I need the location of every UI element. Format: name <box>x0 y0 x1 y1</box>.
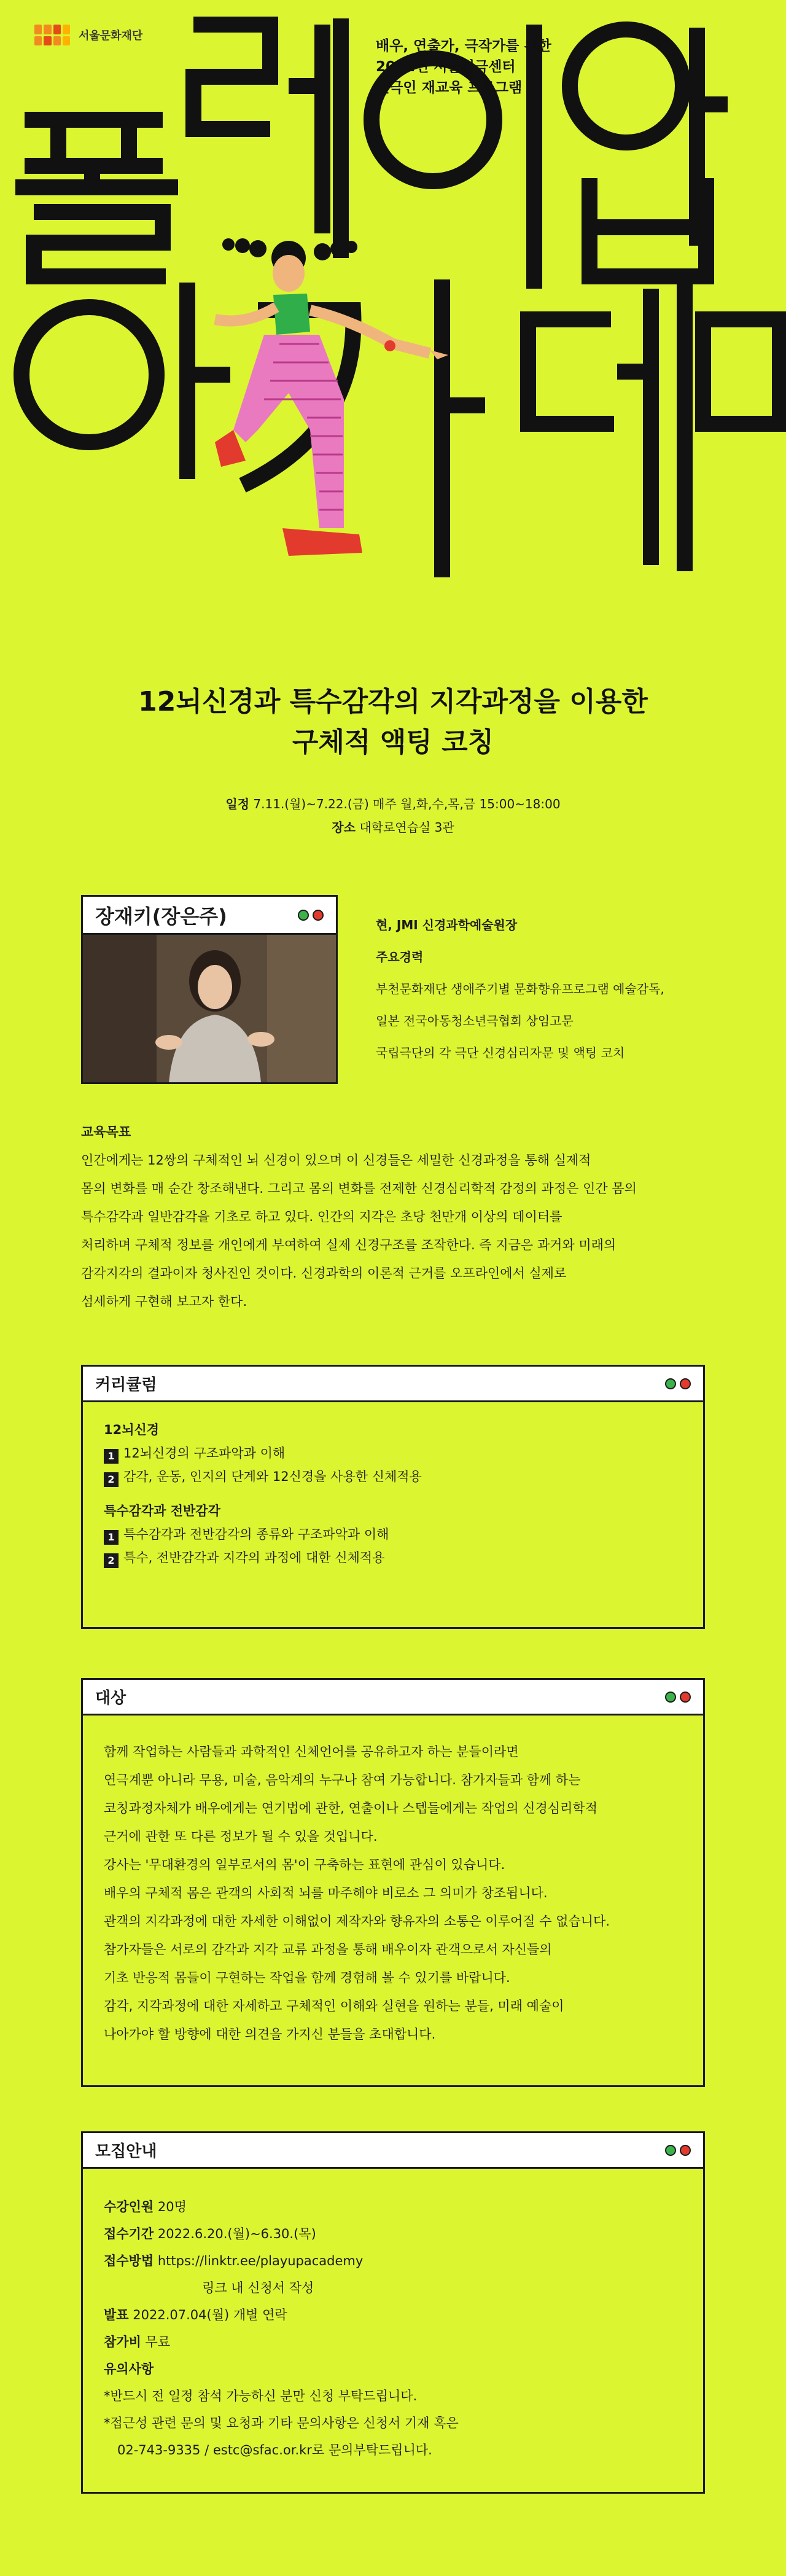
instructor-card <box>81 895 338 1084</box>
capacity-label: 수강인원 <box>104 2199 154 2214</box>
objective-section <box>81 1118 732 1316</box>
target-body <box>83 1715 703 2071</box>
curriculum-item-text: 특수, 전반감각과 지각의 과정에 대한 신체적용 <box>123 1550 385 1565</box>
green-dot-icon <box>665 2145 676 2156</box>
number-badge: 2 <box>104 1553 119 1568</box>
notes-label: 유의사항 <box>104 2362 154 2376</box>
recruit-card <box>81 2131 705 2494</box>
number-badge: 1 <box>104 1449 119 1464</box>
target-line: 관객의 지각과정에 대한 자세한 이해없이 제작자와 향유자의 소통은 이루어질 수 없습니다. <box>104 1914 610 1929</box>
target-line: 코칭과정자체가 배우에게는 연기법에 관한, 연출이나 스텝들에게는 작업의 신경심리학적 <box>104 1801 597 1816</box>
program-title <box>0 682 786 763</box>
schedule-info <box>0 792 786 839</box>
org-name: 서울문화재단 <box>79 29 143 42</box>
fee-row <box>104 2328 682 2355</box>
objective-line: 감각지각의 결과이자 청사진인 것이다. 신경과학의 이론적 근거를 오프라인에서 실제로 <box>81 1266 567 1281</box>
program-title-line: 12뇌신경과 특수감각의 지각과정을 이용한 <box>138 686 648 717</box>
apply-link[interactable]: https://linktr.ee/playupacademy <box>157 2254 364 2268</box>
target-card-header <box>83 1680 703 1715</box>
window-dots <box>298 910 324 921</box>
curriculum-item <box>104 1523 682 1546</box>
number-badge: 2 <box>104 1472 119 1487</box>
career-item: 일본 전국아동청소년극협회 상임고문 <box>376 1013 574 1028</box>
objective-line: 섬세하게 구현해 보고자 한다. <box>81 1294 247 1309</box>
announce-label: 발표 <box>104 2308 129 2322</box>
objective-line: 인간에게는 12쌍의 구체적인 뇌 신경이 있으며 이 신경들은 세밀한 신경과정을 통해 실제적 <box>81 1153 591 1168</box>
method-label: 접수방법 <box>104 2254 154 2268</box>
curriculum-section-title: 12뇌신경 <box>104 1423 160 1437</box>
schedule-value: 7.11.(월)~7.22.(금) 매주 월,화,수,목,금 15:00~18:00 <box>253 797 561 811</box>
notes-label-row <box>104 2355 682 2383</box>
window-dots <box>665 1692 691 1703</box>
curriculum-item-text: 감각, 운동, 인지의 단계와 12신경을 사용한 신체적용 <box>123 1469 422 1484</box>
schedule-row <box>0 792 786 816</box>
instructor-name: 장재키(장은주) <box>95 904 227 928</box>
target-card <box>81 1678 705 2087</box>
career-label: 주요경력 <box>376 950 424 964</box>
number-badge: 1 <box>104 1530 119 1545</box>
target-line: 감각, 지각과정에 대한 자세하고 구체적인 이해와 실현을 원하는 분들, 미래 예술이 <box>104 1999 564 2013</box>
target-line: 배우의 구체적 몸은 관객의 사회적 뇌를 마주해야 비로소 그 의미가 창조됩니다. <box>104 1886 548 1900</box>
red-dot-icon <box>680 1692 691 1703</box>
period-row <box>104 2220 682 2247</box>
curriculum-item-text: 12뇌신경의 구조파악과 이해 <box>123 1446 286 1461</box>
target-line: 나아가야 할 방향에 대한 의견을 가지신 분들을 초대합니다. <box>104 2027 436 2042</box>
announce-value: 2022.07.04(월) 개별 연락 <box>133 2308 287 2322</box>
curriculum-item <box>104 1546 682 1569</box>
note-contact[interactable]: 02-743-9335 / estc@sfac.or.kr로 문의부탁드립니다. <box>117 2443 432 2457</box>
schedule-label: 일정 <box>225 797 250 811</box>
recruit-card-header <box>83 2133 703 2169</box>
instructor-photo-graphic <box>83 935 336 1082</box>
note-line: *접근성 관련 문의 및 요청과 기타 문의사항은 신청서 기재 혹은 <box>104 2416 459 2430</box>
curriculum-card <box>81 1365 705 1629</box>
capacity-row <box>104 2193 682 2220</box>
target-heading: 대상 <box>95 1689 126 1708</box>
objective-label: 교육목표 <box>81 1125 131 1139</box>
curriculum-heading: 커리큘럼 <box>95 1376 157 1394</box>
fee-value: 무료 <box>145 2335 171 2349</box>
window-dots <box>665 2145 691 2156</box>
dancer-illustration <box>215 238 448 556</box>
period-value: 2022.6.20.(월)~6.30.(목) <box>157 2227 316 2241</box>
curriculum-card-header <box>83 1367 703 1402</box>
announce-row <box>104 2301 682 2328</box>
period-label: 접수기간 <box>104 2227 154 2241</box>
target-line: 기초 반응적 몸들이 구현하는 작업을 함께 경험해 볼 수 있기를 바랍니다. <box>104 1970 510 1985</box>
program-title-line: 구체적 액팅 코칭 <box>292 727 494 758</box>
recruit-heading: 모집안내 <box>95 2142 157 2161</box>
curriculum-item-text: 특수감각과 전반감각의 종류와 구조파악과 이해 <box>123 1527 389 1542</box>
method-row <box>104 2247 682 2274</box>
objective-line: 몸의 변화를 매 순간 창조해낸다. 그리고 몸의 변화를 전제한 신경심리학적 감정의 과정은 인간 몸의 <box>81 1181 637 1196</box>
objective-line: 처리하며 구체적 정보를 개인에게 부여하여 실제 신경구조를 조작한다. 즉 지금은 과거와 미래의 <box>81 1238 617 1252</box>
instructor-position: 현, JMI 신경과학예술원장 <box>376 918 518 932</box>
curriculum-item <box>104 1442 682 1465</box>
target-line: 함께 작업하는 사람들과 과학적인 신체언어를 공유하고자 하는 분들이라면 <box>104 1744 519 1759</box>
venue-row <box>0 816 786 839</box>
instructor-bio <box>376 909 664 1069</box>
hero <box>0 0 786 626</box>
subtitle-line: 배우, 연출가, 극작가를 위한 <box>376 38 551 54</box>
curriculum-body <box>83 1402 703 1585</box>
instructor-photo <box>83 935 336 1082</box>
green-dot-icon <box>298 910 309 921</box>
hero-subtitle <box>376 36 551 98</box>
objective-line: 특수감각과 일반감각을 기초로 하고 있다. 인간의 지각은 초당 천만개 이상의 데이터를 <box>81 1209 562 1224</box>
red-dot-icon <box>680 1378 691 1389</box>
capacity-value: 20명 <box>157 2199 187 2214</box>
method-note: 링크 내 신청서 작성 <box>202 2281 314 2295</box>
curriculum-section-title: 특수감각과 전반감각 <box>104 1504 220 1518</box>
green-dot-icon <box>665 1378 676 1389</box>
green-dot-icon <box>665 1692 676 1703</box>
note-line: *반드시 전 일정 참석 가능하신 분만 신청 부탁드립니다. <box>104 2389 418 2403</box>
red-dot-icon <box>313 910 324 921</box>
target-line: 참가자들은 서로의 감각과 지각 교류 과정을 통해 배우이자 관객으로서 자신들의 <box>104 1942 552 1957</box>
target-line: 연극계뿐 아니라 무용, 미술, 음악계의 누구나 참여 가능합니다. 참가자들과 함께 하는 <box>104 1773 581 1787</box>
subtitle-line: 연극인 재교육 프로그램 <box>376 80 523 96</box>
window-dots <box>665 1378 691 1389</box>
instructor-card-header <box>83 897 336 935</box>
red-dot-icon <box>680 2145 691 2156</box>
recruit-body <box>83 2169 703 2488</box>
venue-value: 대학로연습실 3관 <box>359 820 454 835</box>
career-item: 국립극단의 각 극단 신경심리자문 및 액팅 코치 <box>376 1045 625 1060</box>
target-line: 근거에 관한 또 다른 정보가 될 수 있을 것입니다. <box>104 1829 378 1844</box>
venue-label: 장소 <box>332 820 356 835</box>
target-line: 강사는 '무대환경의 일부로서의 몸'이 구축하는 표현에 관심이 있습니다. <box>104 1857 505 1872</box>
career-item: 부천문화재단 생애주기별 문화향유프로그램 예술감독, <box>376 982 664 996</box>
curriculum-item <box>104 1465 682 1488</box>
fee-label: 참가비 <box>104 2335 141 2349</box>
subtitle-line: 2022년 서울연극센터 <box>376 59 516 75</box>
